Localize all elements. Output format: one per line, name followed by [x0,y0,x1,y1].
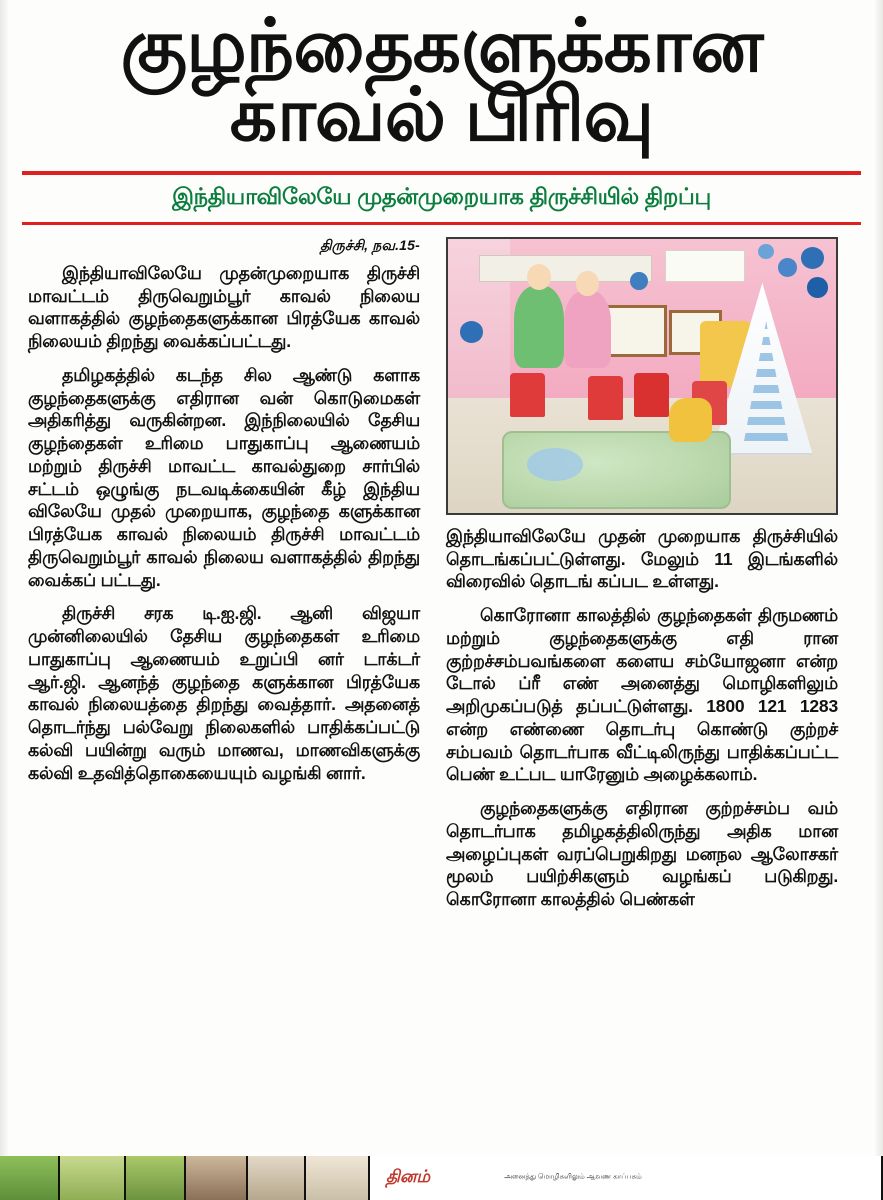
children-police-station-photo [446,237,838,515]
photo-banner-secondary [665,250,745,282]
scan-edge-right [873,0,883,1200]
photo-banner [479,255,652,282]
photo-child-figure-1 [514,286,564,368]
subheadline: இந்தியாவிலேயே முதன்முறையாக திருச்சியில் திறப்பு [172,183,711,209]
left-column [28,237,420,922]
footer-thumbnail [186,1156,248,1200]
right-paragraph-1: கொரோனா காலத்தில் குழந்தைகள் திருமணம் மற்றும் குழந்தைகளுக்கு எதி ரான குற்றச்சம்பவங்களை களைய சம்யோஜனா என்ற டோல் ப்ரீ எண் அனைத்து மொழிகளிலும் அறிமுகப்படுத் தப்பட்டுள்ளது. 1800 121 1283 என்ற எண்ணை தொடர்பு கொண்டு குற்றச் சம்பவம் தொடர்பாக வீட்டிலிருந்து பாதிக்கப்பட்ட பெண் உட்பட யாரேனும் அழைக்கலாம். [446,605,838,785]
photo-rocking-horse [669,398,712,442]
footer-thumbnail [306,1156,370,1200]
footer-thumbnail-strip [0,1156,883,1200]
footer-masthead-cell [370,1156,883,1200]
right-paragraph-2: குழந்தைகளுக்கு எதிரான குற்றச்சம்ப வம் தொடர்பாக தமிழகத்திலிருந்து அதிக மான அழைப்புகள் வரப்பெறுகிறது மனநல ஆலோசகர் மூலம் பயிற்சிகளும் வழங்கப் படுகிறது. கொரோனா காலத்தில் பெண்கள் [446,798,838,910]
headline-block [0,0,883,157]
footer-thumbnail [248,1156,306,1200]
photo-wall-board [603,305,667,358]
left-paragraph-2: தமிழகத்தில் கடந்த சில ஆண்டு களாக குழந்தைகளுக்கு எதிரான வன் கொடுமைகள் அதிகரித்து வருகின்றன. இந்நிலையில் தேசிய குழந்தைகள் உரிமை பாதுகாப்பு ஆணையம் மற்றும் திருச்சி மாவட்ட காவல்துறை சார்பில் சட்டம் ஒழுங்கு நடவடிக்கையின் கீழ் இந்திய விலேயே முதல் முறையாக, குழந்தை களுக்கான பிரத்யேக காவல் நிலையம் திருச்சி மாவட்டம் திருவெறும்பூர் காவல் நிலைய வளாகத்தில் திறந்து வைக்கப் பட்டது. [28,364,420,590]
photo-chair [510,373,545,417]
scan-edge-left [0,0,10,1200]
left-paragraph-1: இந்தியாவிலேயே முதன்முறையாக திருச்சி மாவட்டம் திருவெறும்பூர் காவல் நிலைய வளாகத்தில் குழந்தைகளுக்கான பிரத்யேக காவல் நிலையம் திறந்து வைக்கப்பட்டது. [28,262,420,352]
photo-child-figure-2 [564,291,611,368]
photo-chair [588,376,623,420]
left-paragraph-3: திருச்சி சரக டி.ஐ.ஜி. ஆனி விஜயா முன்னிலையில் தேசிய குழந்தைகள் உரிமை பாதுகாப்பு ஆணையம் உறுப்பி னர் டாக்டர் ஆர்.ஜி. ஆனந்த் குழந்தை களுக்கான பிரத்யேக காவல் நிலையத்தை திறந்து வைத்தார். அதனைத் தொடர்ந்து பல்வேறு நிலைகளில் பாதிக்கப்பட்டு கல்வி பயின்று வரும் மாணவ, மாணவிகளுக்கு கல்வி உதவித்தொகையையும் வழங்கி னார். [28,603,420,783]
footer-thumbnail [60,1156,126,1200]
subheadline-band [0,175,883,222]
photo-balloon [807,277,828,298]
footer-small-text: அனைத்து மொழிகளிலும் ஆவண காப்பகம் [504,1173,642,1181]
footer-logo-text: தினம் [386,1167,431,1186]
headline-line-2: காவல் பிரிவு [229,73,654,157]
footer-thumbnail [126,1156,186,1200]
photo-balloon [630,272,647,290]
photo-play-rug [502,431,731,509]
dateline: திருச்சி, நவ.15- [320,236,420,253]
photo-balloon [460,321,483,343]
photo-chair [634,373,669,417]
right-column [446,237,838,922]
headline-line-1: குழந்தைகளுக்கான [120,4,763,87]
photo-caption: இந்தியாவிலேயே முதன் முறையாக திருச்சியில் தொடங்கப்பட்டுள்ளது. மேலும் 11 இடங்களில் விரைவில் தொடங் கப்பட உள்ளது. [446,525,838,592]
footer-thumbnail [0,1156,60,1200]
article-body [0,225,883,922]
